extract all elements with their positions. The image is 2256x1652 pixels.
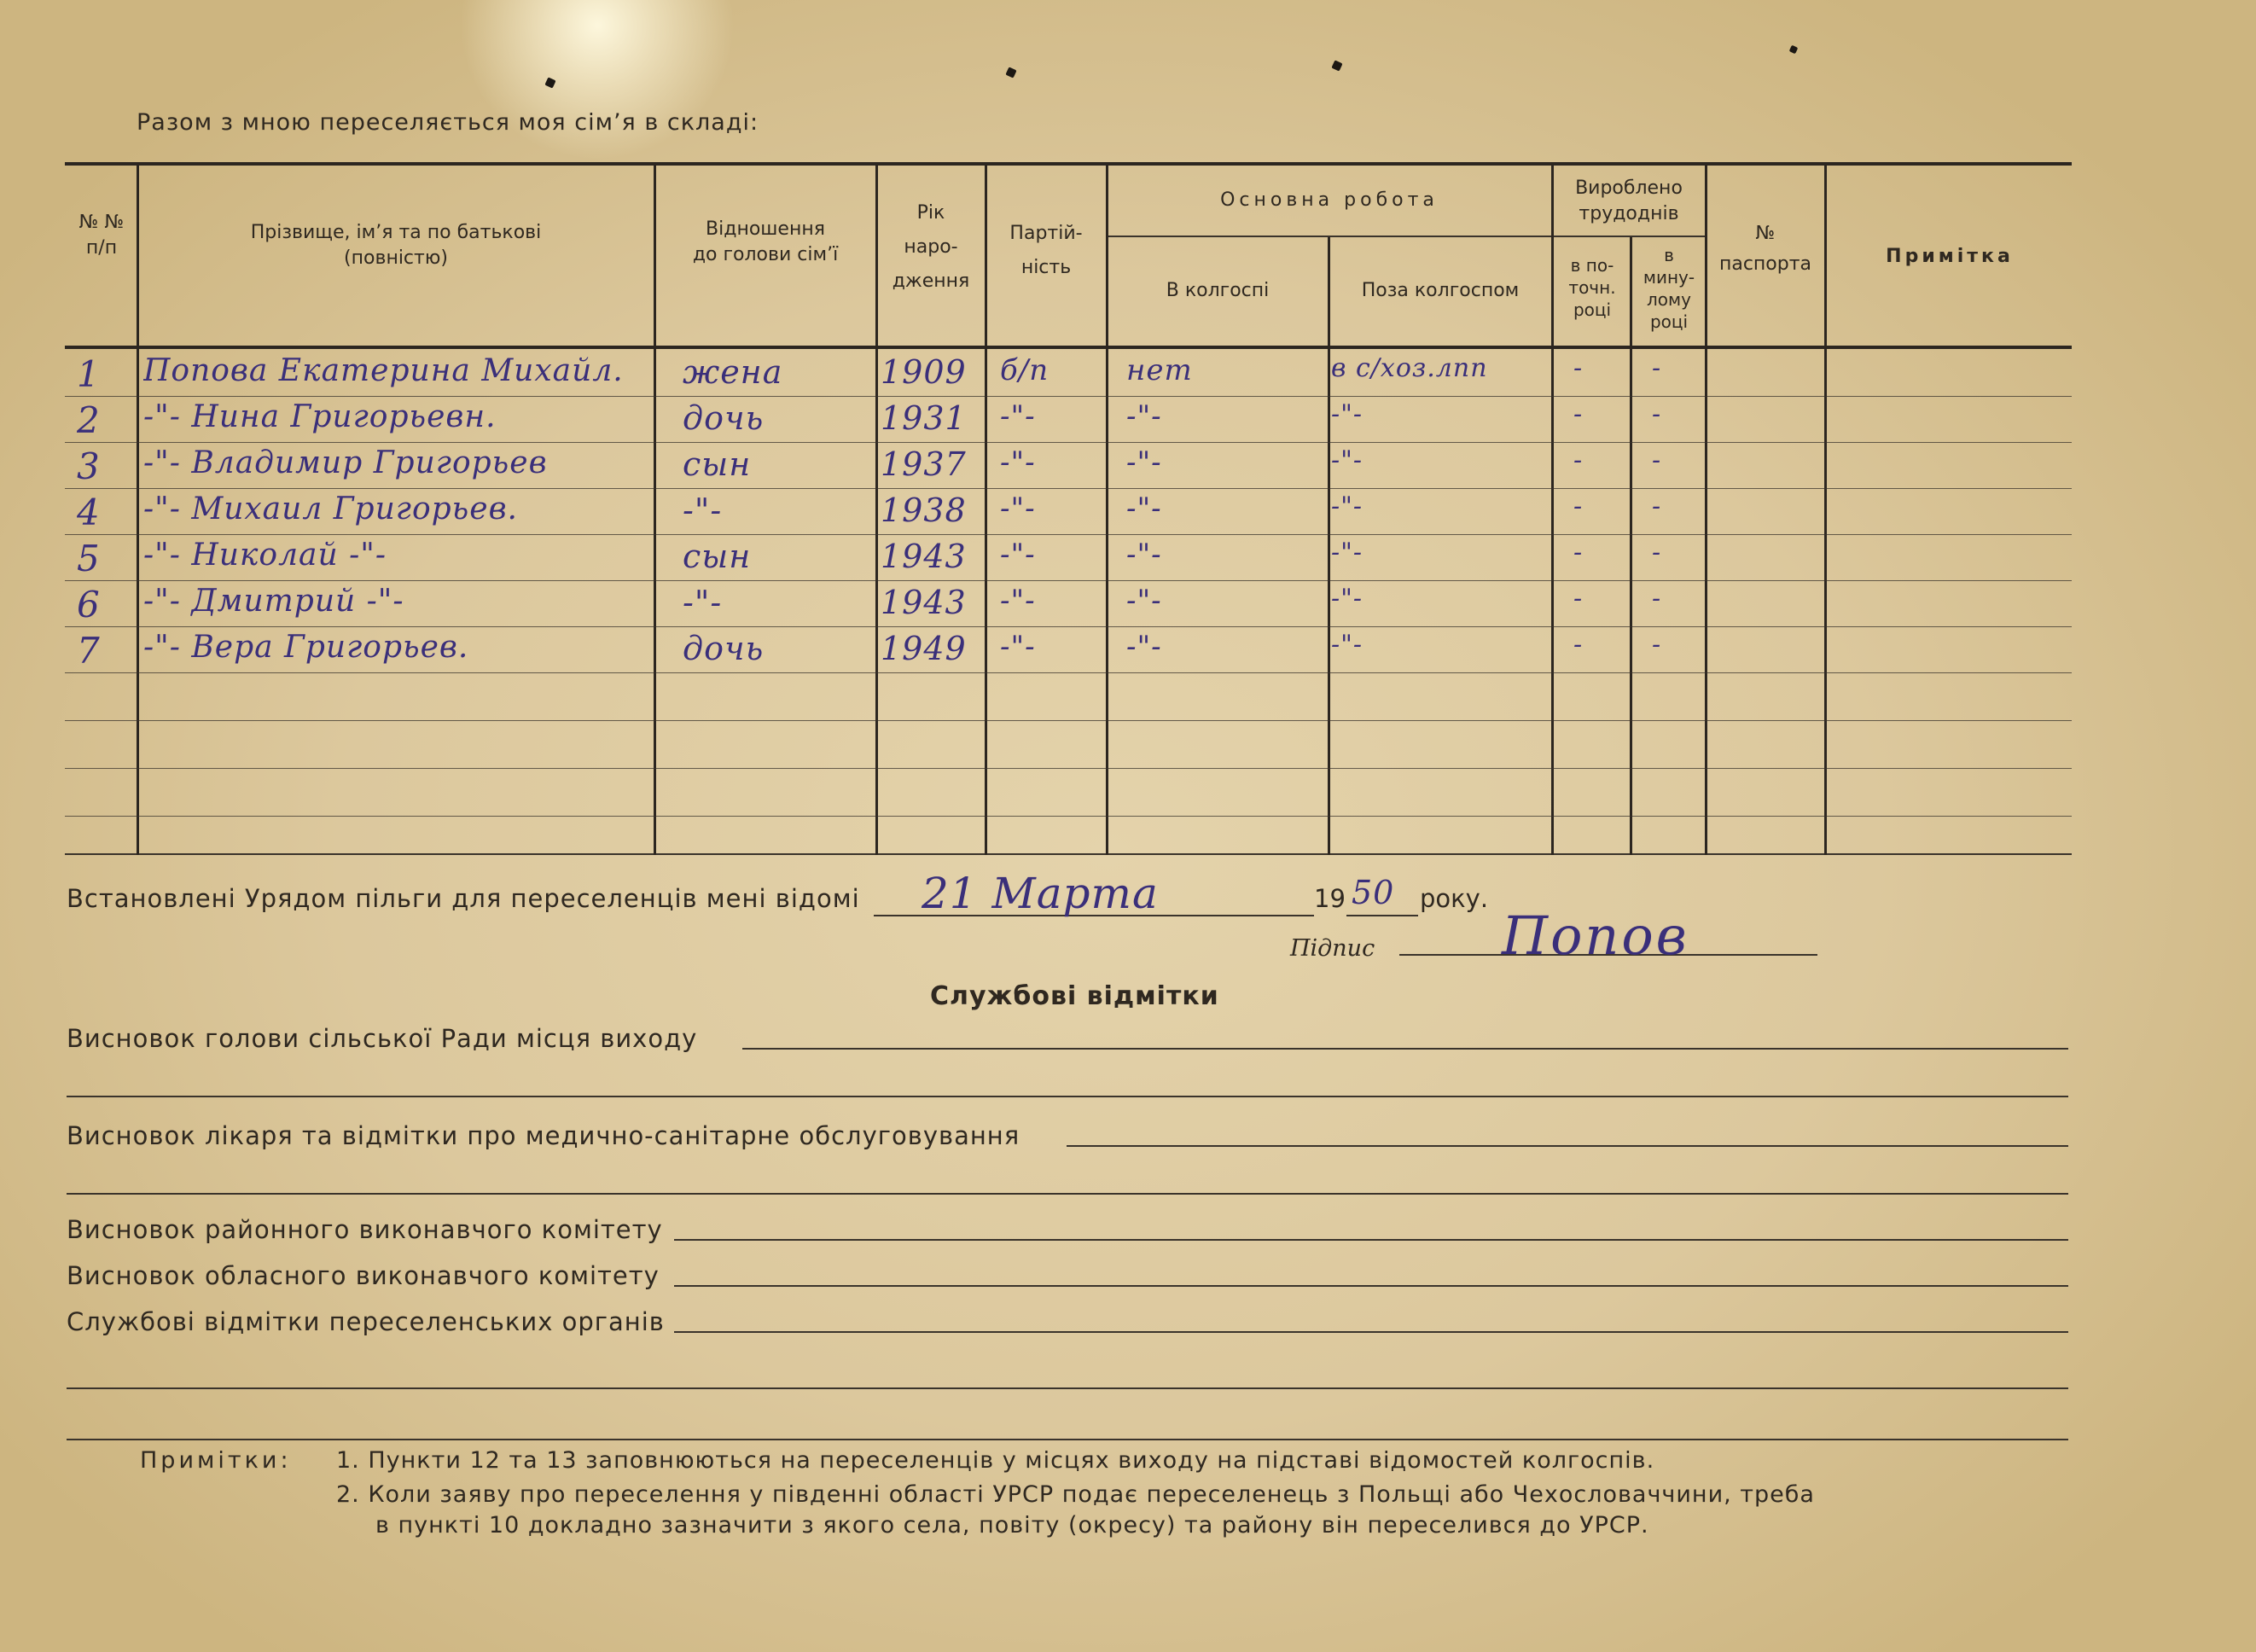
cell-cur: - bbox=[1573, 630, 1584, 660]
row-line bbox=[65, 626, 2072, 627]
notes-label: Примітки: bbox=[140, 1447, 292, 1474]
fill-line bbox=[67, 1096, 2068, 1097]
header-year: Рік наро- дження bbox=[892, 202, 970, 292]
service-field-resettlement: Службові відмітки переселенських органів bbox=[67, 1307, 665, 1336]
header-party: Партій- ність bbox=[1009, 223, 1083, 278]
header-in-kolkhoz: В колгоспі bbox=[1166, 280, 1270, 301]
cell-outside: -"- bbox=[1331, 630, 1363, 660]
fill-line bbox=[674, 1331, 2068, 1333]
cell-party: -"- bbox=[1000, 630, 1036, 664]
cell-cur: - bbox=[1573, 584, 1584, 614]
service-field-doctor: Висновок лікаря та відмітки про медично-санітарне обслуговування bbox=[67, 1121, 1020, 1150]
service-title: Службові відмітки bbox=[930, 981, 1219, 1011]
header-relation: Відношення до голови сім’ї bbox=[692, 218, 839, 265]
service-field-village-council: Висновок голови сільської Ради місця виходу bbox=[67, 1024, 698, 1053]
service-field-regional: Висновок обласного виконавчого комітету bbox=[67, 1261, 660, 1290]
fill-line bbox=[67, 1439, 2068, 1440]
cell-last: - bbox=[1652, 584, 1662, 614]
col-line bbox=[1705, 162, 1707, 855]
staple-mark bbox=[1005, 67, 1016, 78]
cell-kolkhoz: нет bbox=[1126, 353, 1193, 387]
signature: Попов bbox=[1502, 905, 1689, 967]
cell-n: 2 bbox=[77, 399, 101, 441]
row-line bbox=[65, 488, 2072, 489]
cell-outside: -"- bbox=[1331, 399, 1363, 429]
cell-year: 1949 bbox=[881, 630, 967, 667]
cell-outside: -"- bbox=[1331, 584, 1363, 614]
cell-last: - bbox=[1652, 445, 1662, 475]
cell-n: 6 bbox=[77, 584, 101, 625]
cell-party: -"- bbox=[1000, 538, 1036, 572]
note-2a: 2. Коли заяву про переселення у південні області УРСР подає переселенець з Польщі або Чехословаччини, треба bbox=[336, 1481, 1815, 1508]
row-line bbox=[65, 768, 2072, 769]
row-line bbox=[65, 534, 2072, 535]
cell-relation: -"- bbox=[683, 584, 723, 621]
year-word: року. bbox=[1420, 884, 1489, 913]
row-line bbox=[65, 720, 2072, 721]
row-line bbox=[65, 816, 2072, 817]
signature-label: Підпис bbox=[1290, 935, 1375, 962]
cell-party: -"- bbox=[1000, 399, 1036, 433]
table-top-border bbox=[65, 162, 2072, 166]
header-workdays: Вироблено трудоднів bbox=[1575, 177, 1683, 224]
row-line bbox=[65, 396, 2072, 397]
note-2b: в пункті 10 докладно зазначити з якого села, повіту (окресу) та району він переселився до УРСР. bbox=[375, 1512, 1649, 1539]
cell-last: - bbox=[1652, 492, 1662, 521]
year-prefix: 19 bbox=[1314, 884, 1346, 913]
staple-mark bbox=[544, 77, 555, 88]
cell-cur: - bbox=[1573, 445, 1584, 475]
staple-mark bbox=[1789, 45, 1799, 55]
cell-relation: жена bbox=[683, 353, 783, 391]
year-suffix: 50 bbox=[1352, 874, 1395, 911]
cell-name: -"- Вера Григорьев. bbox=[143, 630, 469, 665]
year-underline bbox=[1346, 915, 1418, 916]
cell-kolkhoz: -"- bbox=[1126, 492, 1162, 526]
note-1: 1. Пункти 12 та 13 заповнюються на переселенців у місцях виходу на підставі відомостей колгоспів. bbox=[336, 1447, 1655, 1474]
cell-name: -"- Дмитрий -"- bbox=[143, 584, 404, 619]
table-bottom-line bbox=[65, 853, 2072, 855]
cell-year: 1937 bbox=[881, 445, 967, 483]
cell-kolkhoz: -"- bbox=[1126, 445, 1162, 480]
row-line bbox=[65, 672, 2072, 673]
benefits-text: Встановлені Урядом пільги для переселенців мені відомі bbox=[67, 884, 860, 913]
col-line bbox=[1551, 162, 1554, 855]
cell-last: - bbox=[1652, 630, 1662, 660]
cell-name: Попова Екатерина Михайл. bbox=[143, 353, 624, 388]
cell-party: -"- bbox=[1000, 584, 1036, 618]
cell-relation: сын bbox=[683, 538, 752, 575]
cell-n: 7 bbox=[77, 630, 101, 672]
cell-outside: -"- bbox=[1331, 538, 1363, 567]
cell-last: - bbox=[1652, 538, 1662, 567]
fill-line bbox=[67, 1387, 2068, 1389]
cell-cur: - bbox=[1573, 399, 1584, 429]
cell-relation: сын bbox=[683, 445, 752, 483]
col-line bbox=[137, 162, 139, 855]
cell-year: 1943 bbox=[881, 584, 967, 621]
intro-text: Разом з мною переселяється моя сім’я в складі: bbox=[137, 109, 759, 136]
header-name: Прізвище, ім’я та по батькові (повністю) bbox=[250, 222, 542, 269]
col-line bbox=[985, 162, 987, 855]
service-field-district: Висновок районного виконавчого комітету bbox=[67, 1215, 663, 1244]
cell-n: 3 bbox=[77, 445, 101, 487]
col-line bbox=[1106, 162, 1108, 855]
fill-line bbox=[674, 1239, 2068, 1241]
fill-line bbox=[1067, 1145, 2068, 1147]
cell-cur: - bbox=[1573, 492, 1584, 521]
cell-year: 1931 bbox=[881, 399, 967, 437]
col-line bbox=[875, 162, 878, 855]
cell-outside: в с/хоз.лпп bbox=[1331, 353, 1488, 383]
header-current-year: в по- точн. році bbox=[1568, 255, 1616, 320]
cell-relation: -"- bbox=[683, 492, 723, 529]
header-remark: Примітка bbox=[1886, 246, 2014, 267]
header-passport: № паспорта bbox=[1718, 223, 1812, 275]
cell-party: -"- bbox=[1000, 492, 1036, 526]
staple-mark bbox=[1331, 60, 1342, 71]
cell-outside: -"- bbox=[1331, 492, 1363, 521]
col-line bbox=[654, 162, 656, 855]
cell-relation: дочь bbox=[683, 399, 765, 437]
benefits-date: 21 Марта bbox=[922, 869, 1159, 918]
cell-n: 5 bbox=[77, 538, 101, 579]
cell-outside: -"- bbox=[1331, 445, 1363, 475]
cell-kolkhoz: -"- bbox=[1126, 584, 1162, 618]
cell-party: б/п bbox=[1000, 353, 1050, 387]
cell-last: - bbox=[1652, 353, 1662, 383]
cell-relation: дочь bbox=[683, 630, 765, 667]
cell-last: - bbox=[1652, 399, 1662, 429]
cell-name: -"- Михаил Григорьев. bbox=[143, 492, 518, 526]
header-main-work: Основна робота bbox=[1220, 189, 1439, 211]
row-line bbox=[65, 580, 2072, 581]
cell-kolkhoz: -"- bbox=[1126, 538, 1162, 572]
cell-year: 1938 bbox=[881, 492, 967, 529]
cell-kolkhoz: -"- bbox=[1126, 399, 1162, 433]
cell-name: -"- Владимир Григорьев bbox=[143, 445, 548, 480]
cell-name: -"- Нина Григорьевн. bbox=[143, 399, 497, 434]
cell-n: 4 bbox=[77, 492, 101, 533]
cell-cur: - bbox=[1573, 353, 1584, 383]
table-header-bottom bbox=[65, 346, 2072, 349]
cell-n: 1 bbox=[77, 353, 101, 395]
col-line bbox=[1630, 237, 1632, 855]
cell-kolkhoz: -"- bbox=[1126, 630, 1162, 664]
fill-line bbox=[742, 1048, 2068, 1050]
col-line bbox=[1328, 237, 1330, 855]
header-num: № № п/п bbox=[78, 212, 125, 259]
cell-name: -"- Николай -"- bbox=[143, 538, 387, 573]
cell-party: -"- bbox=[1000, 445, 1036, 480]
row-line bbox=[65, 442, 2072, 443]
cell-cur: - bbox=[1573, 538, 1584, 567]
header-last-year: в мину- лому році bbox=[1643, 245, 1695, 332]
cell-year: 1909 bbox=[881, 353, 967, 391]
fill-line bbox=[674, 1285, 2068, 1287]
fill-line bbox=[67, 1193, 2068, 1195]
col-line bbox=[1824, 162, 1827, 855]
cell-year: 1943 bbox=[881, 538, 967, 575]
header-outside-kolkhoz: Поза колгоспом bbox=[1361, 280, 1520, 301]
workdays-divider bbox=[1551, 236, 1705, 237]
